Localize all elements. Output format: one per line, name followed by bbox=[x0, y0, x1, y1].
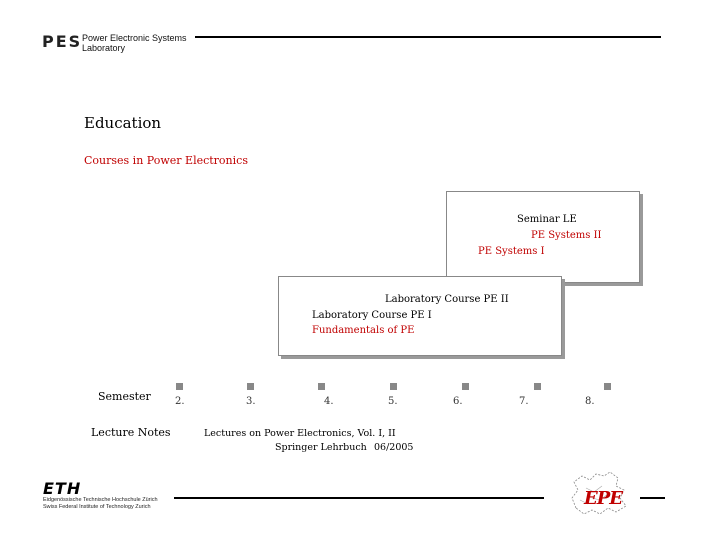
semester-label: Semester bbox=[98, 390, 151, 403]
semester-number: 6. bbox=[453, 396, 463, 407]
course-fundamentals-pe: Fundamentals of PE bbox=[312, 325, 415, 336]
lab-name bbox=[82, 33, 187, 53]
footer-rule-right bbox=[640, 497, 665, 499]
semester-marker bbox=[534, 383, 541, 390]
semester-number: 8. bbox=[585, 396, 595, 407]
semester-marker bbox=[176, 383, 183, 390]
semester-number: 3. bbox=[246, 396, 256, 407]
semester-marker bbox=[462, 383, 469, 390]
epe-logo: EPE bbox=[584, 488, 622, 509]
lecture-notes-publisher: Springer Lehrbuch bbox=[275, 442, 367, 453]
semester-marker bbox=[390, 383, 397, 390]
course-seminar-le: Seminar LE bbox=[517, 214, 577, 225]
semester-marker bbox=[604, 383, 611, 390]
semester-marker bbox=[247, 383, 254, 390]
course-pe-systems-1: PE Systems I bbox=[478, 246, 545, 257]
semester-number: 7. bbox=[519, 396, 529, 407]
pes-logo: PES bbox=[42, 32, 83, 51]
page-subtitle: Courses in Power Electronics bbox=[84, 154, 248, 167]
eth-caption-line1: Eidgenössische Technische Hochschule Zürich bbox=[43, 497, 158, 503]
eth-logo: ETH bbox=[43, 479, 82, 498]
lecture-notes-title: Lectures on Power Electronics, Vol. I, II bbox=[204, 428, 396, 439]
eth-caption bbox=[43, 497, 158, 511]
lecture-notes-label: Lecture Notes bbox=[91, 426, 171, 439]
course-lab-pe-2: Laboratory Course PE II bbox=[385, 294, 509, 305]
course-lab-pe-1: Laboratory Course PE I bbox=[312, 310, 432, 321]
lecture-notes-date: 06/2005 bbox=[374, 442, 414, 453]
eth-caption-line2: Swiss Federal Institute of Technology Zurich bbox=[43, 504, 151, 510]
course-pe-systems-2: PE Systems II bbox=[531, 230, 602, 241]
semester-number: 2. bbox=[175, 396, 185, 407]
lab-name-line2: Laboratory bbox=[82, 43, 126, 53]
semester-number: 4. bbox=[324, 396, 334, 407]
semester-marker bbox=[318, 383, 325, 390]
page-title: Education bbox=[84, 114, 162, 132]
semester-number: 5. bbox=[388, 396, 398, 407]
footer-rule-left bbox=[174, 497, 544, 499]
lab-name-line1: Power Electronic Systems bbox=[82, 33, 187, 43]
header-rule bbox=[195, 36, 661, 38]
